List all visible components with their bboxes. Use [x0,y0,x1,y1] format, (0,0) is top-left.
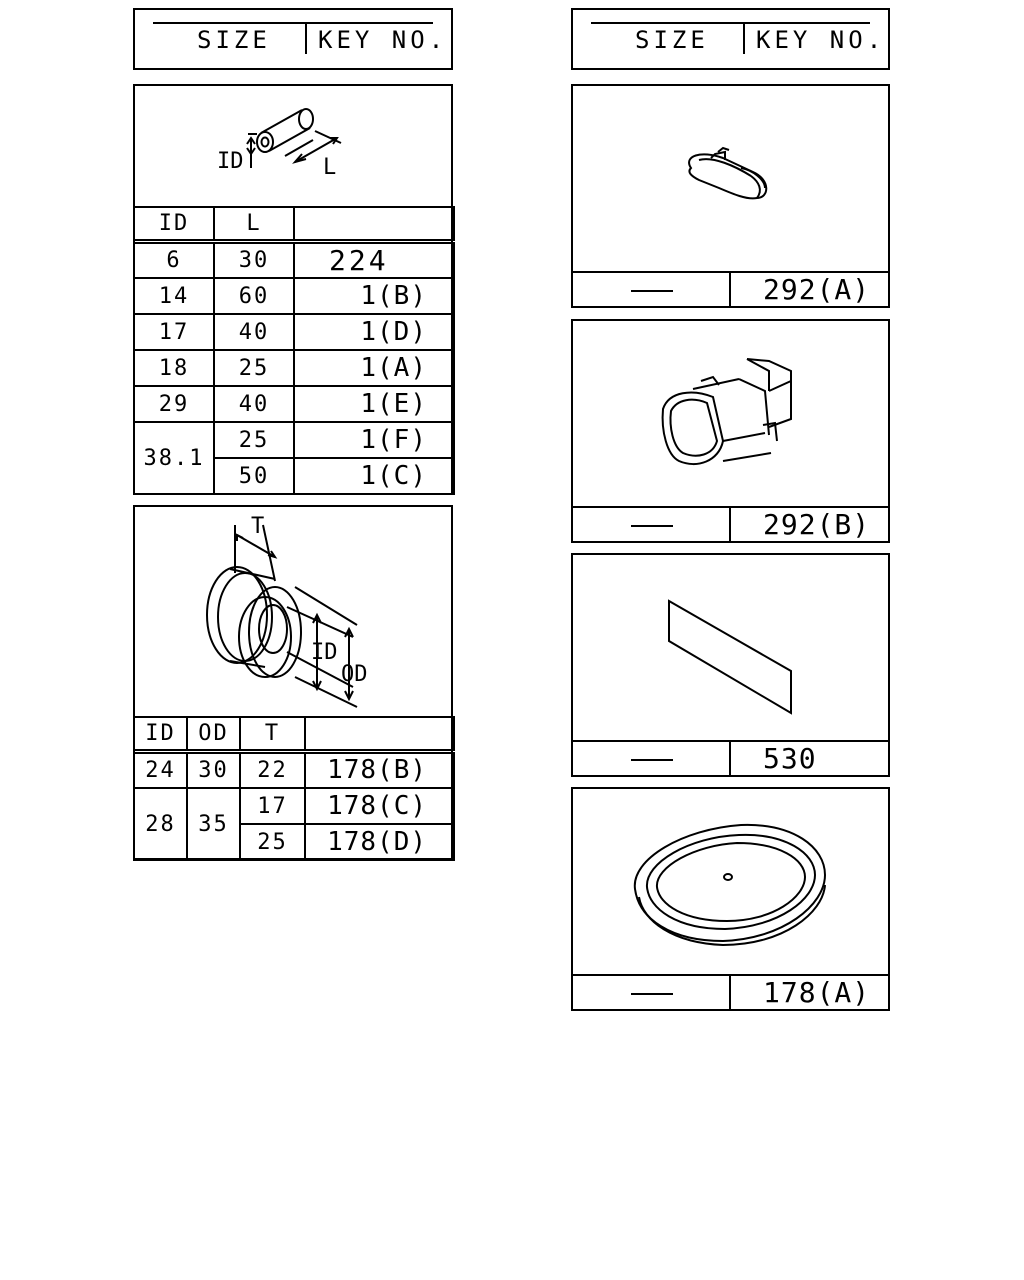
cap-drawing [573,789,888,974]
grommet-id-dim: ID [311,640,338,665]
right-header-box [571,8,890,70]
grommet-table [133,716,455,861]
part-row [571,506,890,543]
header-divider [305,24,307,54]
header-rule [591,22,870,24]
tube-table [133,206,455,495]
grommet-panel [133,505,453,860]
header-divider [743,24,745,54]
grommet-t-dim: T [251,514,265,539]
table-row: 28 35 17 178(C) [134,788,454,824]
key-number: 178(C) [305,788,454,824]
table-row: 38.1 25 1(F) [134,422,454,458]
sheet-drawing [573,555,888,740]
col-id: ID [134,717,187,751]
part-cap-panel [571,787,890,1011]
key-number: 530 [731,740,890,777]
table-row: 14 60 1(B) [134,278,454,314]
part-sheet-panel [571,553,890,777]
table-row: 17 40 1(D) [134,314,454,350]
table-row: 18 25 1(A) [134,350,454,386]
dash-mark [631,290,673,292]
key-no-label: KEY NO. [756,26,886,54]
size-label: SIZE [197,26,271,54]
key-number: 1(B) [294,278,454,314]
connector-drawing [573,321,888,506]
part-row [571,974,890,1011]
tube-panel [133,84,453,495]
key-number: 1(A) [294,350,454,386]
key-number: 1(C) [294,458,454,494]
key-number: 292(A) [731,271,890,308]
grommet-drawing [135,507,451,717]
tube-drawing [135,86,451,208]
part-row [571,271,890,308]
size-cell [571,271,731,308]
size-label: SIZE [635,26,709,54]
tube-l-dim: L [323,155,337,180]
table-row: 25 178(D) [134,824,454,860]
dash-mark [631,759,673,761]
col-od: OD [187,717,240,751]
key-number: 178(D) [305,824,454,860]
key-number: 178(B) [305,751,454,788]
dash-mark [631,525,673,527]
grommet-od-dim: OD [341,662,368,687]
key-number: 1(E) [294,386,454,422]
size-cell [571,740,731,777]
key-number: 178(A) [731,974,890,1011]
left-header-box [133,8,453,70]
col-key [294,207,454,241]
clip-drawing [573,86,888,271]
tube-id-dim: ID [217,149,244,174]
key-number: 292(B) [731,506,890,543]
part-connector-panel [571,319,890,543]
key-number: 224 [294,241,454,278]
table-row: 29 40 1(E) [134,386,454,422]
col-t: T [240,717,305,751]
table-row: 24 30 22 178(B) [134,751,454,788]
key-number: 1(F) [294,422,454,458]
table-row: 50 1(C) [134,458,454,494]
col-l: L [214,207,294,241]
header-rule [153,22,433,24]
part-clip-panel [571,84,890,308]
part-row [571,740,890,777]
dash-mark [631,993,673,995]
key-number: 1(D) [294,314,454,350]
size-cell [571,506,731,543]
size-cell [571,974,731,1011]
table-row: 6 30 224 [134,241,454,278]
key-no-label: KEY NO. [318,26,448,54]
col-id: ID [134,207,214,241]
col-key [305,717,454,751]
